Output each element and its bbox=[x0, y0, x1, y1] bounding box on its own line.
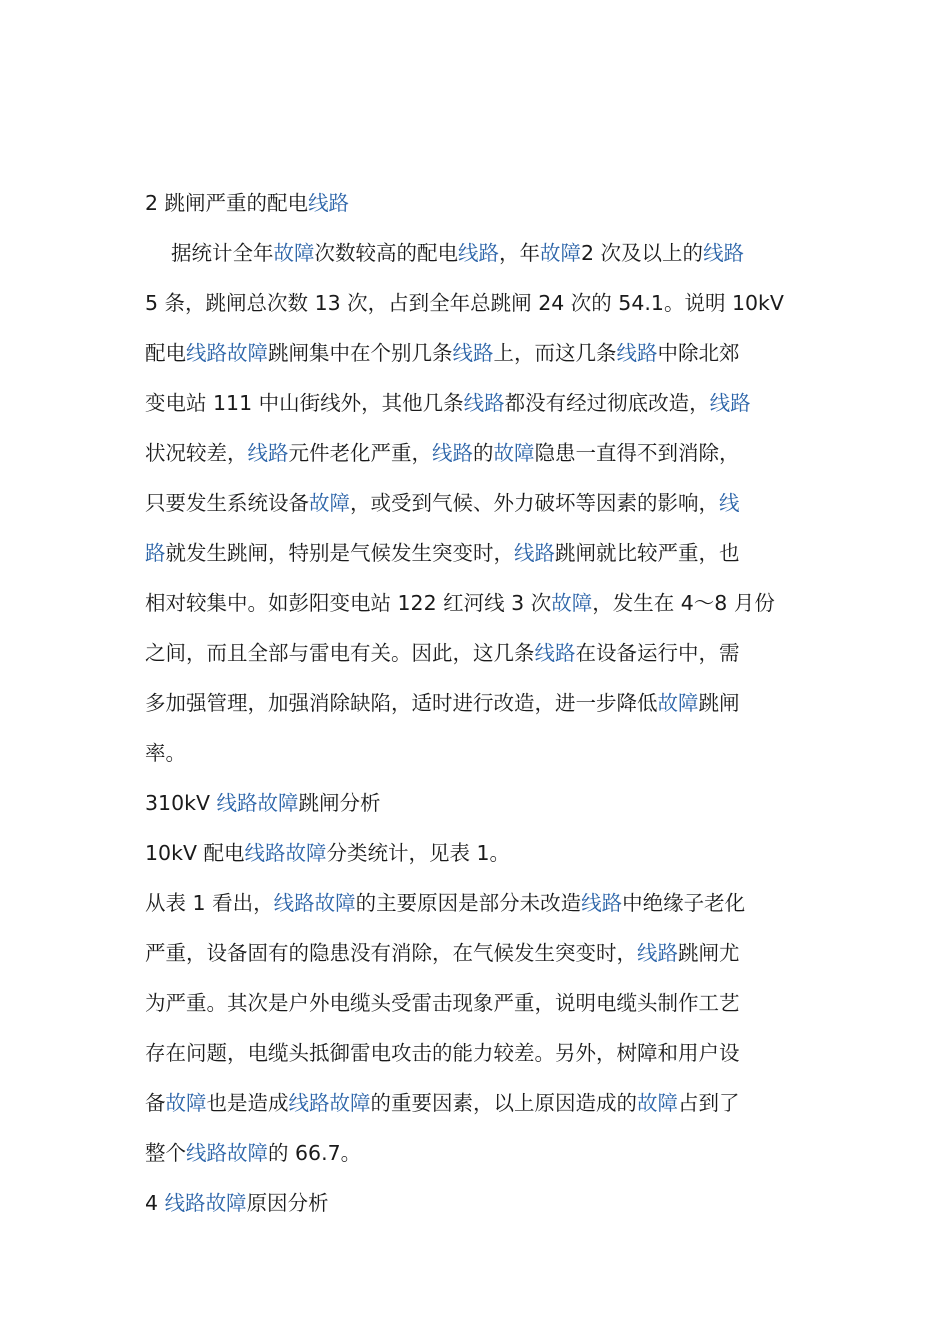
keyword-link[interactable]: 故障 bbox=[165, 1091, 207, 1115]
keyword-link[interactable]: 故障 bbox=[309, 491, 350, 515]
paragraph-line bbox=[145, 536, 740, 566]
section-2-heading bbox=[145, 186, 349, 216]
text-span: 存在问题，电缆头抵御雷电攻击的能力较差。另外，树障和用户设 bbox=[145, 1041, 740, 1065]
text-span: ，发生在 4～8 月份 bbox=[592, 591, 775, 615]
paragraph-line bbox=[145, 336, 740, 366]
text-span: ，或受到气候、外力破坏等因素的影响， bbox=[350, 491, 719, 515]
text-span: 元件老化严重， bbox=[288, 441, 432, 465]
text-span: 从表 1 看出， bbox=[145, 891, 274, 915]
text-span: 跳闸就比较严重，也 bbox=[555, 541, 740, 565]
text-span: 就发生跳闸，特别是气候发生突变时， bbox=[165, 541, 514, 565]
text-span: 都没有经过彻底改造， bbox=[504, 391, 710, 415]
paragraph-line bbox=[145, 636, 740, 666]
text-span: 备 bbox=[145, 1091, 166, 1115]
paragraph-line bbox=[145, 886, 745, 916]
keyword-link[interactable]: 线路 bbox=[514, 541, 555, 565]
section-3-heading bbox=[145, 786, 381, 816]
keyword-link[interactable]: 故障 bbox=[314, 891, 356, 915]
paragraph-line bbox=[145, 386, 751, 416]
keyword-link[interactable]: 线路 bbox=[703, 241, 745, 265]
section-4-heading bbox=[145, 1186, 329, 1216]
keyword-link[interactable]: 故障 bbox=[227, 1141, 268, 1165]
heading-text: 原因分析 bbox=[246, 1191, 329, 1215]
text-span: 率。 bbox=[145, 741, 186, 765]
heading-text: 310kV bbox=[145, 791, 217, 815]
text-span: 10kV 配电 bbox=[145, 841, 245, 865]
heading-text: 4 bbox=[145, 1191, 165, 1215]
keyword-link[interactable]: 故障 bbox=[227, 341, 268, 365]
paragraph-line bbox=[171, 236, 744, 266]
keyword-link[interactable]: 故障 bbox=[493, 441, 535, 465]
keyword-link[interactable]: 线路 bbox=[534, 641, 576, 665]
keyword-link[interactable]: 线路 bbox=[458, 241, 499, 265]
keyword-link[interactable]: 故障 bbox=[273, 241, 315, 265]
text-span: 之间，而且全部与雷电有关。因此，这几条 bbox=[145, 641, 535, 665]
text-span: 中除北郊 bbox=[657, 341, 740, 365]
keyword-link[interactable]: 线路 bbox=[452, 341, 494, 365]
text-span: 跳闸尤 bbox=[678, 941, 740, 965]
text-span: 分类统计，见表 1。 bbox=[326, 841, 511, 865]
text-span: 隐患一直得不到消除， bbox=[534, 441, 740, 465]
paragraph-line bbox=[145, 1086, 740, 1116]
keyword-link[interactable]: 线路 bbox=[273, 891, 315, 915]
keyword-link[interactable]: 故障 bbox=[540, 241, 581, 265]
paragraph-line bbox=[145, 486, 740, 516]
keyword-link[interactable]: 线 bbox=[719, 491, 740, 515]
paragraph-line bbox=[145, 586, 775, 616]
keyword-link[interactable]: 线路 bbox=[186, 1141, 227, 1165]
keyword-link[interactable]: 线路 bbox=[164, 1191, 206, 1215]
text-span: 相对较集中。如彭阳变电站 122 红河线 3 次 bbox=[145, 591, 552, 615]
paragraph-line bbox=[145, 1036, 740, 1066]
keyword-link[interactable]: 故障 bbox=[637, 1091, 678, 1115]
text-span: 跳闸集中在个别几条 bbox=[268, 341, 453, 365]
heading-text: 2 跳闸严重的配电 bbox=[145, 191, 309, 215]
text-span: 跳闸 bbox=[698, 691, 740, 715]
text-span: 上，而这几条 bbox=[493, 341, 617, 365]
text-span: 为严重。其次是户外电缆头受雷击现象严重，说明电缆头制作工艺 bbox=[145, 991, 740, 1015]
paragraph-line bbox=[145, 986, 740, 1016]
text-span: 整个 bbox=[145, 1141, 186, 1165]
keyword-link[interactable]: 线路 bbox=[216, 791, 258, 815]
keyword-link[interactable]: 线路 bbox=[709, 391, 751, 415]
keyword-link[interactable]: 线路 bbox=[244, 841, 286, 865]
text-span: 占到了 bbox=[678, 1091, 740, 1115]
keyword-link[interactable]: 线路 bbox=[463, 391, 505, 415]
keyword-link[interactable]: 线路 bbox=[247, 441, 289, 465]
text-span: 严重，设备固有的隐患没有消除，在气候发生突变时， bbox=[145, 941, 637, 965]
text-span: 5 条，跳闸总次数 13 次，占到全年总跳闸 24 次的 54.1。说明 10kV bbox=[145, 291, 784, 315]
keyword-link[interactable]: 线路 bbox=[616, 341, 658, 365]
text-span: 配电 bbox=[145, 341, 186, 365]
keyword-link[interactable]: 线路 bbox=[186, 341, 227, 365]
keyword-link[interactable]: 故障 bbox=[257, 791, 299, 815]
text-span: 多加强管理，加强消除缺陷，适时进行改造，进一步降低 bbox=[145, 691, 658, 715]
text-span: 只要发生系统设备 bbox=[145, 491, 309, 515]
keyword-link[interactable]: 线路 bbox=[308, 191, 350, 215]
keyword-link[interactable]: 故障 bbox=[657, 691, 699, 715]
text-span: 的主要原因是部分未改造 bbox=[355, 891, 582, 915]
text-span: 的重要因素，以上原因造成的 bbox=[370, 1091, 637, 1115]
text-span: ，年 bbox=[499, 241, 540, 265]
keyword-link[interactable]: 路 bbox=[145, 541, 166, 565]
keyword-link[interactable]: 故障 bbox=[551, 591, 593, 615]
keyword-link[interactable]: 故障 bbox=[329, 1091, 371, 1115]
keyword-link[interactable]: 线路 bbox=[581, 891, 623, 915]
text-span: 中绝缘子老化 bbox=[622, 891, 746, 915]
paragraph-line bbox=[145, 1136, 361, 1166]
paragraph-line bbox=[145, 936, 740, 966]
text-span: 变电站 111 中山街线外，其他几条 bbox=[145, 391, 464, 415]
paragraph-line bbox=[145, 436, 740, 466]
text-span: 的 bbox=[473, 441, 494, 465]
keyword-link[interactable]: 线路 bbox=[288, 1091, 330, 1115]
keyword-link[interactable]: 线路 bbox=[432, 441, 473, 465]
heading-text: 跳闸分析 bbox=[298, 791, 381, 815]
keyword-link[interactable]: 线路 bbox=[637, 941, 678, 965]
paragraph-line bbox=[145, 686, 740, 716]
text-span: 次数较高的配电 bbox=[314, 241, 458, 265]
text-span: 也是造成 bbox=[206, 1091, 289, 1115]
text-span: 状况较差， bbox=[145, 441, 248, 465]
keyword-link[interactable]: 故障 bbox=[205, 1191, 247, 1215]
text-span: 在设备运行中，需 bbox=[575, 641, 740, 665]
keyword-link[interactable]: 故障 bbox=[285, 841, 327, 865]
text-span: 据统计全年 bbox=[171, 241, 274, 265]
paragraph-line bbox=[145, 736, 186, 766]
text-span: 的 66.7。 bbox=[268, 1141, 362, 1165]
paragraph-line bbox=[145, 286, 784, 316]
text-span: 2 次及以上的 bbox=[581, 241, 704, 265]
section-3-intro bbox=[145, 836, 510, 866]
